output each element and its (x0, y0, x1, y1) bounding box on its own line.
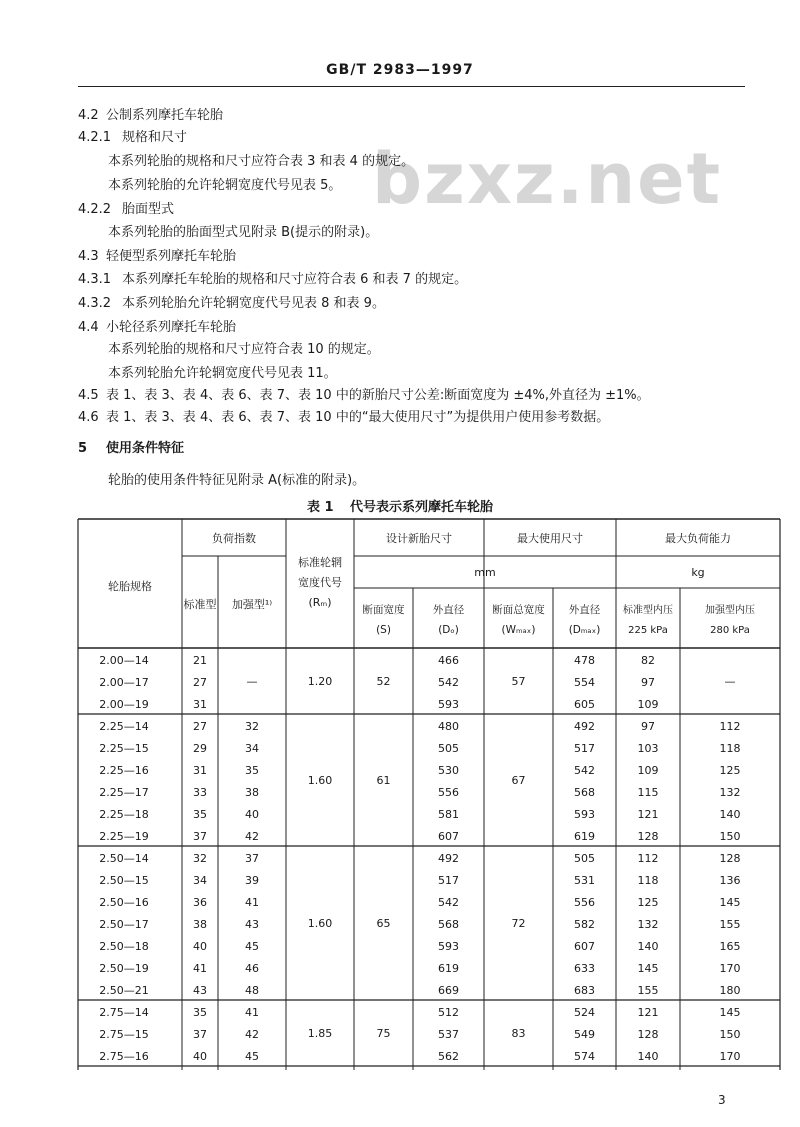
clause-number: 4.3 (78, 249, 99, 264)
max-outer-diameter-cell: 683 (574, 984, 595, 997)
clause-number: 4.3.1 (78, 272, 112, 287)
load-reinforced-cell: 145 (719, 896, 741, 909)
table-caption: 代号表示系列摩托车轮胎 (350, 500, 494, 515)
rim-width-cell: 1.85 (307, 1027, 333, 1040)
load-index-standard: 43 (193, 984, 207, 997)
header-design: 设计新胎尺寸 (386, 532, 452, 545)
load-index-reinforced: 43 (245, 918, 259, 931)
outer-diameter-cell: 607 (438, 830, 459, 843)
spec-cell: 2.75—16 (99, 1050, 149, 1063)
table-label: 表 1 (306, 500, 334, 515)
load-index-standard: 27 (193, 720, 207, 733)
clause-text: 使用条件特征 (106, 441, 185, 456)
load-reinforced-cell: 132 (719, 786, 741, 799)
max-outer-diameter-cell: 574 (574, 1050, 595, 1063)
load-index-standard: 34 (193, 874, 207, 887)
header-pressure-standard: 标准型内压 (623, 605, 673, 616)
load-index-reinforced: 40 (245, 808, 259, 821)
outer-diameter-cell: 492 (438, 852, 459, 865)
outer-diameter-cell: 619 (438, 962, 459, 975)
load-index-reinforced: 48 (245, 984, 259, 997)
load-standard-cell: 145 (637, 962, 659, 975)
section-width-cell: 61 (376, 774, 391, 787)
max-outer-diameter-cell: 607 (574, 940, 595, 953)
load-index-reinforced: 39 (245, 874, 259, 887)
load-index-reinforced: 46 (245, 962, 259, 975)
header-reinforced: 加强型¹⁾ (231, 598, 273, 611)
load-standard-cell: 140 (637, 940, 659, 953)
header-rim: 宽度代号 (298, 576, 342, 589)
clause-number: 4.2 (78, 108, 99, 123)
max-outer-diameter-cell: 478 (574, 654, 595, 667)
spec-cell: 2.25—14 (99, 720, 149, 733)
outer-diameter-cell: 542 (438, 896, 459, 909)
load-index-standard: 21 (193, 654, 207, 667)
outer-diameter-cell: 530 (438, 764, 459, 777)
load-index-standard: 35 (193, 808, 207, 821)
max-outer-diameter-cell: 582 (574, 918, 595, 931)
header-outer-diameter: 外直径 (432, 604, 465, 616)
max-outer-diameter-cell: 633 (574, 962, 595, 975)
load-reinforced-cell: 145 (719, 1006, 741, 1019)
spec-cell: 2.50—16 (99, 896, 149, 909)
outer-diameter-cell: 466 (438, 654, 459, 667)
max-section-width-cell: 83 (511, 1027, 526, 1040)
clause-text: 公制系列摩托车轮胎 (106, 108, 224, 123)
max-outer-diameter-cell: 549 (574, 1028, 595, 1041)
max-outer-diameter-cell: 593 (574, 808, 595, 821)
max-outer-diameter-cell: 531 (574, 874, 595, 887)
clause-number: 4.3.2 (78, 296, 112, 311)
header-rim: 标准轮辋 (298, 556, 342, 569)
load-standard-cell: 109 (637, 698, 659, 711)
load-index-standard: 36 (193, 896, 207, 909)
page-number: 3 (718, 1093, 726, 1107)
header-section-width: 断面宽度 (362, 604, 405, 616)
spec-cell: 2.75—15 (99, 1028, 149, 1041)
load-index-standard: 29 (193, 742, 207, 755)
load-reinforced-cell: 118 (719, 742, 741, 755)
header-unit-mm: mm (474, 566, 496, 579)
outer-diameter-cell: 480 (438, 720, 459, 733)
load-reinforced-cell: 170 (719, 962, 741, 975)
load-standard-cell: 128 (637, 830, 659, 843)
clause-text: 本系列轮胎的规格和尺寸应符合表 3 和表 4 的规定。 (108, 154, 415, 169)
load-index-reinforced: 42 (245, 1028, 259, 1041)
load-index-reinforced: 34 (245, 742, 259, 755)
load-index-reinforced: 32 (245, 720, 259, 733)
load-reinforced-cell: 140 (719, 808, 741, 821)
load-reinforced-cell: — (724, 675, 736, 688)
header-max-outer-diameter: 外直径 (568, 604, 601, 616)
header-max-use: 最大使用尺寸 (517, 532, 583, 545)
load-standard-cell: 128 (637, 1028, 659, 1041)
load-reinforced-cell: 155 (719, 918, 741, 931)
outer-diameter-cell: 512 (438, 1006, 459, 1019)
clause-number: 4.2.2 (78, 202, 112, 217)
load-standard-cell: 97 (641, 676, 655, 689)
outer-diameter-cell: 669 (438, 984, 459, 997)
spec-cell: 2.25—18 (99, 808, 149, 821)
load-index-standard: 27 (193, 676, 207, 689)
clause-text: 轮胎的使用条件特征见附录 A(标准的附录)。 (108, 473, 366, 488)
load-index-standard: 40 (193, 1050, 207, 1063)
max-outer-diameter-cell: 554 (574, 676, 595, 689)
spec-cell: 2.50—18 (99, 940, 149, 953)
load-index-reinforced: 41 (245, 896, 259, 909)
clause-text: 规格和尺寸 (122, 130, 188, 145)
outer-diameter-cell: 537 (438, 1028, 459, 1041)
load-standard-cell: 115 (637, 786, 659, 799)
header-standard: 标准型 (183, 598, 217, 611)
outer-diameter-cell: 556 (438, 786, 459, 799)
clause-text: 本系列摩托车轮胎的规格和尺寸应符合表 6 和表 7 的规定。 (122, 272, 468, 287)
load-standard-cell: 97 (641, 720, 655, 733)
clause-text: 小轮径系列摩托车轮胎 (106, 320, 237, 335)
load-index-standard: 38 (193, 918, 207, 931)
load-standard-cell: 82 (641, 654, 655, 667)
max-section-width-cell: 57 (511, 675, 526, 688)
load-reinforced-cell: 170 (719, 1050, 741, 1063)
header-pressure-reinforced: 280 kPa (710, 625, 750, 636)
header-max-outer-diameter: (Dₘₐₓ) (568, 624, 601, 636)
clause-number: 4.4 (78, 320, 99, 335)
load-standard-cell: 112 (637, 852, 659, 865)
outer-diameter-cell: 568 (438, 918, 459, 931)
load-index-standard: 31 (193, 698, 207, 711)
header-max-load: 最大负荷能力 (665, 532, 731, 545)
outer-diameter-cell: 581 (438, 808, 459, 821)
spec-cell: 2.25—15 (99, 742, 149, 755)
max-outer-diameter-cell: 517 (574, 742, 595, 755)
spec-cell: 2.00—14 (99, 654, 149, 667)
max-outer-diameter-cell: 505 (574, 852, 595, 865)
load-reinforced-cell: 150 (719, 830, 741, 843)
load-standard-cell: 103 (637, 742, 659, 755)
max-outer-diameter-cell: 542 (574, 764, 595, 777)
watermark: bzxz.net (372, 138, 723, 220)
load-reinforced-cell: 165 (719, 940, 741, 953)
header-max-section-width: 断面总宽度 (492, 604, 545, 616)
spec-cell: 2.00—19 (99, 698, 149, 711)
spec-cell: 2.50—14 (99, 852, 149, 865)
clause-text: 本系列轮胎的胎面型式见附录 B(提示的附录)。 (108, 225, 379, 240)
clause-text: 轻便型系列摩托车轮胎 (106, 249, 237, 264)
load-reinforced-cell: 150 (719, 1028, 741, 1041)
rim-width-cell: 1.60 (307, 917, 333, 930)
section-width-cell: 65 (376, 917, 391, 930)
rim-width-cell: 1.60 (307, 774, 333, 787)
clause-text: 本系列轮胎允许轮辋宽度代号见表 11。 (108, 366, 337, 381)
max-section-width-cell: 72 (511, 917, 526, 930)
section-width-cell: 52 (376, 675, 391, 688)
header-unit-kg: kg (691, 566, 705, 579)
load-index-standard: 37 (193, 1028, 207, 1041)
clause-text: 胎面型式 (122, 202, 175, 217)
rim-width-cell: 1.20 (307, 675, 333, 688)
clause-number: 4.2.1 (78, 130, 112, 145)
spec-cell: 2.00—17 (99, 676, 149, 689)
load-index-reinforced: 37 (245, 852, 259, 865)
header-pressure-reinforced: 加强型内压 (705, 605, 755, 616)
load-reinforced-cell: 180 (719, 984, 741, 997)
spec-cell: 2.50—21 (99, 984, 149, 997)
clause-text: 本系列轮胎的规格和尺寸应符合表 10 的规定。 (108, 342, 380, 357)
load-standard-cell: 118 (637, 874, 659, 887)
outer-diameter-cell: 505 (438, 742, 459, 755)
load-reinforced-cell: 128 (719, 852, 741, 865)
header-load-index: 负荷指数 (212, 532, 256, 545)
max-section-width-cell: 67 (511, 774, 526, 787)
clause-text: 本系列轮胎的允许轮辋宽度代号见表 5。 (108, 178, 342, 193)
section-width-cell: 75 (376, 1027, 391, 1040)
spec-cell: 2.50—15 (99, 874, 149, 887)
spec-cell: 2.50—19 (99, 962, 149, 975)
load-index-standard: 32 (193, 852, 207, 865)
load-index-standard: 31 (193, 764, 207, 777)
load-index-reinforced: — (246, 675, 258, 688)
spec-cell: 2.75—14 (99, 1006, 149, 1019)
clause-number: 4.5 (78, 388, 99, 403)
load-standard-cell: 155 (637, 984, 659, 997)
load-standard-cell: 121 (637, 808, 659, 821)
load-index-reinforced: 38 (245, 786, 259, 799)
outer-diameter-cell: 593 (438, 698, 459, 711)
clause-number: 5 (78, 441, 88, 456)
load-index-reinforced: 45 (245, 940, 259, 953)
load-standard-cell: 121 (637, 1006, 659, 1019)
max-outer-diameter-cell: 492 (574, 720, 595, 733)
load-standard-cell: 132 (637, 918, 659, 931)
load-reinforced-cell: 112 (719, 720, 741, 733)
outer-diameter-cell: 542 (438, 676, 459, 689)
header-rim: (Rₘ) (308, 596, 332, 609)
load-index-standard: 41 (193, 962, 207, 975)
load-reinforced-cell: 125 (719, 764, 741, 777)
standard-number: GB/T 2983—1997 (326, 62, 474, 78)
header-pressure-standard: 225 kPa (628, 625, 668, 636)
outer-diameter-cell: 593 (438, 940, 459, 953)
load-reinforced-cell: 136 (719, 874, 741, 887)
max-outer-diameter-cell: 605 (574, 698, 595, 711)
load-index-reinforced: 45 (245, 1050, 259, 1063)
clause-number: 4.6 (78, 410, 99, 425)
clause-text: 表 1、表 3、表 4、表 6、表 7、表 10 中的“最大使用尺寸”为提供用户使用参考数据。 (106, 410, 610, 425)
header-outer-diameter: (Dₒ) (438, 624, 459, 636)
spec-cell: 2.25—16 (99, 764, 149, 777)
spec-cell: 2.50—17 (99, 918, 149, 931)
load-index-standard: 37 (193, 830, 207, 843)
load-index-reinforced: 41 (245, 1006, 259, 1019)
max-outer-diameter-cell: 619 (574, 830, 595, 843)
load-index-reinforced: 42 (245, 830, 259, 843)
load-standard-cell: 140 (637, 1050, 659, 1063)
header-spec: 轮胎规格 (108, 580, 152, 593)
outer-diameter-cell: 562 (438, 1050, 459, 1063)
spec-cell: 2.25—17 (99, 786, 149, 799)
header-max-section-width: (Wₘₐₓ) (501, 624, 536, 636)
max-outer-diameter-cell: 568 (574, 786, 595, 799)
load-standard-cell: 125 (637, 896, 659, 909)
load-index-reinforced: 35 (245, 764, 259, 777)
load-index-standard: 35 (193, 1006, 207, 1019)
load-index-standard: 40 (193, 940, 207, 953)
clause-text: 表 1、表 3、表 4、表 6、表 7、表 10 中的新胎尺寸公差:断面宽度为 ±4%,外直径为 ±1%。 (106, 388, 650, 403)
max-outer-diameter-cell: 524 (574, 1006, 595, 1019)
spec-cell: 2.25—19 (99, 830, 149, 843)
max-outer-diameter-cell: 556 (574, 896, 595, 909)
load-index-standard: 33 (193, 786, 207, 799)
clause-text: 本系列轮胎允许轮辋宽度代号见表 8 和表 9。 (122, 296, 385, 311)
outer-diameter-cell: 517 (438, 874, 459, 887)
load-standard-cell: 109 (637, 764, 659, 777)
header-section-width: (S) (376, 624, 391, 636)
